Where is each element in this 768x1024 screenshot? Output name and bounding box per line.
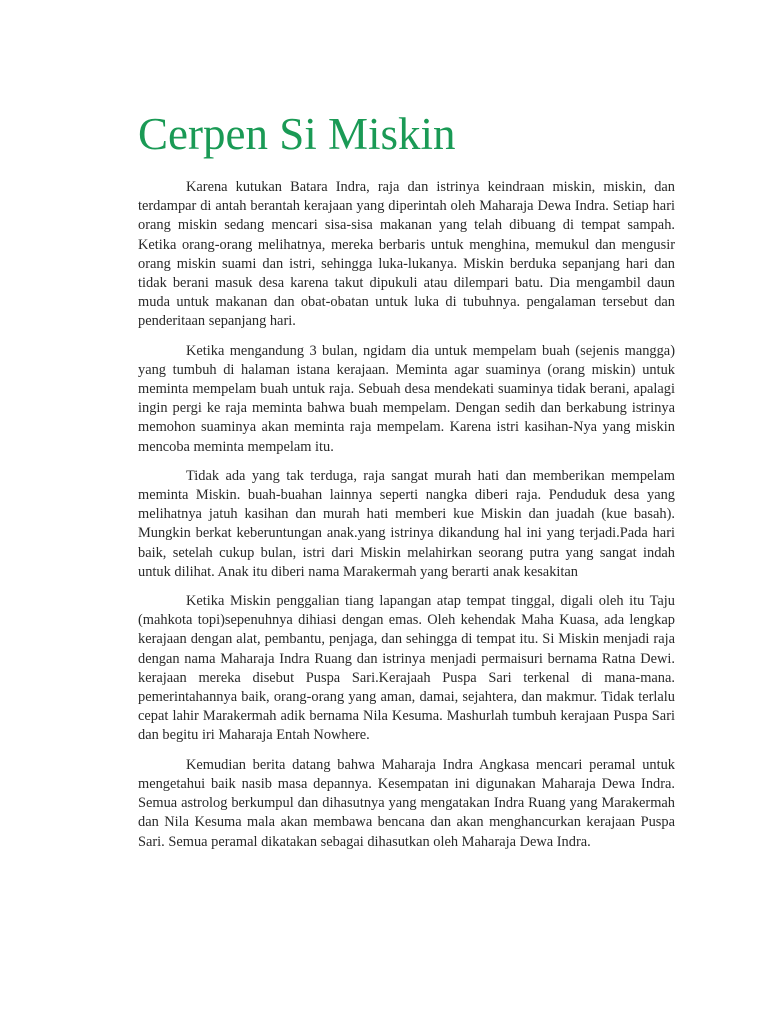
document-body — [138, 178, 675, 852]
paragraph-5: Kemudian berita datang bahwa Maharaja Indra Angkasa mencari peramal untuk mengetahui baik nasib masa depannya. Kesempatan ini digunakan Maharaja Dewa Indra. Semua astrolog berkumpul dan dihasutnya yang mengatakan Indra Ruang yang Marakermah dan Nila Kesuma mala akan membawa bencana dan akan menghancurkan kerajaan Puspa Sari. Semua peramal dikatakan sebagai dihasutkan oleh Maharaja Dewa Indra. — [138, 756, 675, 850]
paragraph-2: Ketika mengandung 3 bulan, ngidam dia untuk mempelam buah (sejenis mangga) yang tumbuh di halaman istana kerajaan. Meminta agar suaminya (orang miskin) untuk meminta mempelam buah untuk raja. Sebuah desa mendekati suaminya tidak berani, apalagi ingin pergi ke raja meminta bahwa buah mempelam. Dengan sedih dan berkabung istrinya memohon suaminya akan meminta raja mempelam. Karena istri kasihan-Nya yang miskin mencoba meminta mempelam itu. — [138, 342, 675, 455]
paragraph-4: Ketika Miskin penggalian tiang lapangan atap tempat tinggal, digali oleh itu Taju (mahkota topi)sepenuhnya dihiasi dengan emas. Oleh kehendak Maha Kuasa, ada lengkap kerajaan dengan alat, pembantu, penjaga, dan sehingga di tempat itu. Si Miskin menjadi raja dengan nama Maharaja Indra Ruang dan istrinya menjadi permaisuri bernama Ratna Dewi. kerajaan mereka disebut Puspa Sari.Kerajaah Puspa Sari terkenal di mana-mana. pemerintahannya baik, orang-orang yang aman, damai, sejahtera, dan makmur. Tidak terlalu cepat lahir Marakermah adik bernama Nila Kesuma. Mashurlah tumbuh kerajaan Puspa Sari dan begitu iri Maharaja Entah Nowhere. — [138, 593, 675, 744]
paragraph-3: Tidak ada yang tak terduga, raja sangat murah hati dan memberikan mempelam meminta Miskin. buah-buahan lainnya seperti nangka diberi raja. Penduduk desa yang melihatnya jatuh kasihan dan murah hati memberi kue Miskin dan juadah (kue basah). Mungkin berkat keberuntungan anak.yang istrinya dikandung hal ini yang terjadi.Pada hari baik, setelah cukup bulan, istri dari Miskin melahirkan seorang putra yang sangat indah untuk dilihat. Anak itu diberi nama Marakermah yang berarti anak kesakitan — [138, 467, 675, 580]
paragraph-1: Karena kutukan Batara Indra, raja dan istrinya keindraan miskin, miskin, dan terdampar di antah berantah kerajaan yang diperintah oleh Maharaja Dewa Indra. Setiap hari orang miskin sedang mencari sisa-sisa makanan yang telah dibuang di tempat sampah. Ketika orang-orang melihatnya, mereka berbaris untuk menghina, memukul dan mengusir orang miskin suami dan istri, sehingga luka-lukanya. Miskin berduka sepanjang hari dan tidak berani masuk desa karena takut dipukuli atau dilempari batu. Dia mengambil daun muda untuk makanan dan obat-obatan untuk luka di tubuhnya. pengalaman tersebut dan penderitaan sepanjang hari. — [138, 179, 675, 330]
document-title: Cerpen Si Miskin — [138, 109, 456, 159]
